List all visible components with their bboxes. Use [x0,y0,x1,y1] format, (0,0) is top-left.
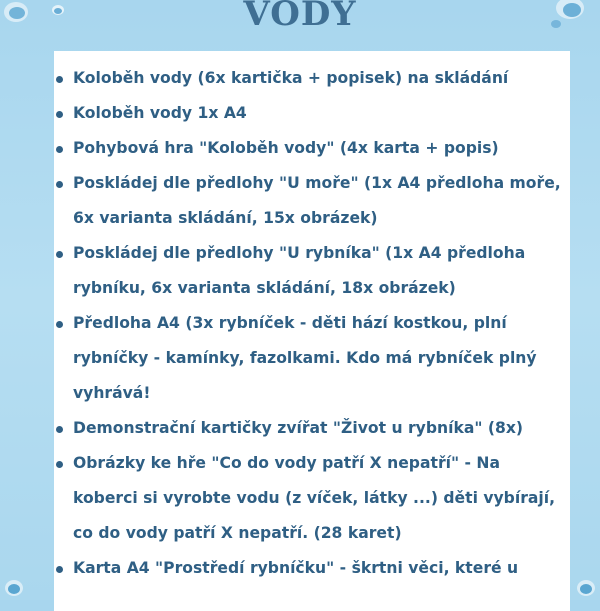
water-drop-decoration-top-right [520,0,600,34]
list-item: Koloběh vody 1x A4 [54,96,562,131]
page-title: VODY [243,0,357,34]
item-list [54,51,570,586]
list-item: Poskládej dle předlohy "U rybníka" (1x A4 předloha rybníku, 6x varianta skládání, 18x obrázek) [54,236,562,306]
water-drop-decoration-bottom-right [572,566,600,600]
list-item: Koloběh vody (6x kartička + popisek) na skládání [54,61,562,96]
list-item: Demonstrační kartičky zvířat "Život u rybníka" (8x) [54,411,562,446]
content-panel [54,51,570,611]
list-item: Předloha A4 (3x rybníček - děti hází kostkou, plní rybníčky - kamínky, fazolkami. Kdo má rybníček plný vyhrává! [54,306,562,411]
water-drop-decoration-top-left [0,0,76,34]
water-drop-decoration-bottom-left [0,566,40,600]
list-item: Obrázky ke hře "Co do vody patří X nepatří" - Na koberci si vyrobte vodu (z víček, látky ...) děti vybírají, co do vody patří X nepatří. (28 karet) [54,446,562,551]
list-item: Poskládej dle předlohy "U moře" (1x A4 předloha moře, 6x varianta skládání, 15x obrázek) [54,166,562,236]
list-item: Pohybová hra "Koloběh vody" (4x karta + popis) [54,131,562,166]
list-item: Karta A4 "Prostředí rybníčku" - škrtni věci, které u [54,551,562,586]
